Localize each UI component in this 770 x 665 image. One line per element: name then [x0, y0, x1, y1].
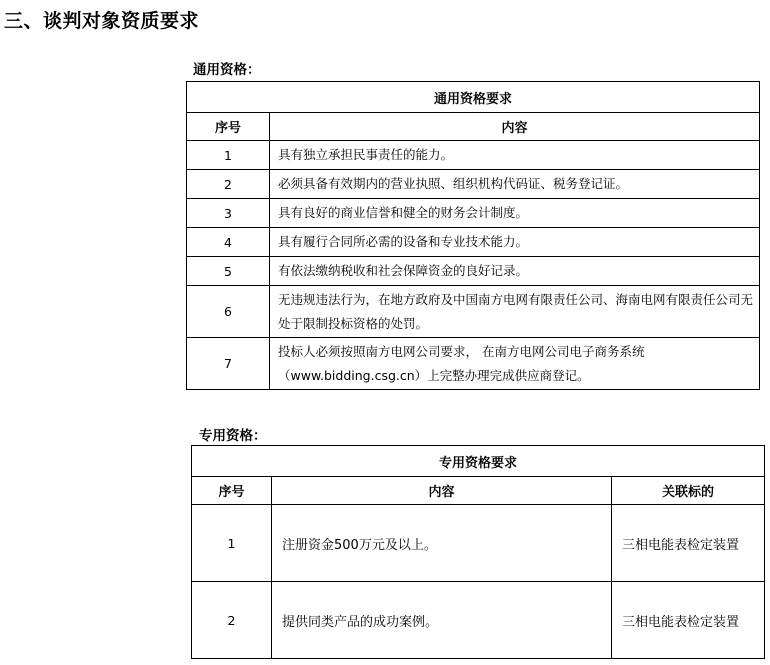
table-title: 通用资格要求 [187, 82, 760, 113]
row-index: 5 [187, 257, 270, 286]
row-related: 三相电能表检定装置 [612, 505, 765, 582]
table-row [187, 228, 760, 257]
column-header-related: 关联标的 [612, 477, 765, 505]
row-index: 1 [192, 505, 272, 582]
special-qualification-table [191, 445, 765, 659]
row-content: 具有履行合同所必需的设备和专业技术能力。 [270, 228, 760, 257]
section-title: 三、谈判对象资质要求 [4, 10, 200, 32]
column-header-index: 序号 [192, 477, 272, 505]
row-content: 投标人必须按照南方电网公司要求， 在南方电网公司电子商务系统（www.bidding.csg.cn）上完整办理完成供应商登记。 [270, 338, 760, 390]
general-qualification-label: 通用资格： [193, 62, 261, 78]
table-row [187, 257, 760, 286]
table-header-row [192, 477, 765, 505]
row-content: 无违规违法行为，在地方政府及中国南方电网有限责任公司、海南电网有限责任公司无处于限制投标资格的处罚。 [270, 286, 760, 338]
row-content: 有依法缴纳税收和社会保障资金的良好记录。 [270, 257, 760, 286]
table-row [187, 286, 760, 338]
row-index: 2 [187, 170, 270, 199]
row-content: 提供同类产品的成功案例。 [272, 582, 612, 659]
column-header-index: 序号 [187, 113, 270, 141]
column-header-content: 内容 [270, 113, 760, 141]
table-header-row [187, 113, 760, 141]
table-title: 专用资格要求 [192, 446, 765, 477]
table-row [187, 338, 760, 390]
general-qualification-table [186, 81, 760, 390]
row-content: 注册资金500万元及以上。 [272, 505, 612, 582]
row-index: 2 [192, 582, 272, 659]
row-index: 1 [187, 141, 270, 170]
table-title-row [192, 446, 765, 477]
row-content: 具有良好的商业信誉和健全的财务会计制度。 [270, 199, 760, 228]
table-row [187, 141, 760, 170]
table-row [187, 170, 760, 199]
row-index: 6 [187, 286, 270, 338]
special-qualification-label: 专用资格： [199, 428, 267, 444]
table-title-row [187, 82, 760, 113]
table-row [192, 582, 765, 659]
row-index: 4 [187, 228, 270, 257]
column-header-content: 内容 [272, 477, 612, 505]
table-row [192, 505, 765, 582]
row-content: 具有独立承担民事责任的能力。 [270, 141, 760, 170]
table-row [187, 199, 760, 228]
row-index: 3 [187, 199, 270, 228]
row-related: 三相电能表检定装置 [612, 582, 765, 659]
row-index: 7 [187, 338, 270, 390]
row-content: 必须具备有效期内的营业执照、组织机构代码证、税务登记证。 [270, 170, 760, 199]
